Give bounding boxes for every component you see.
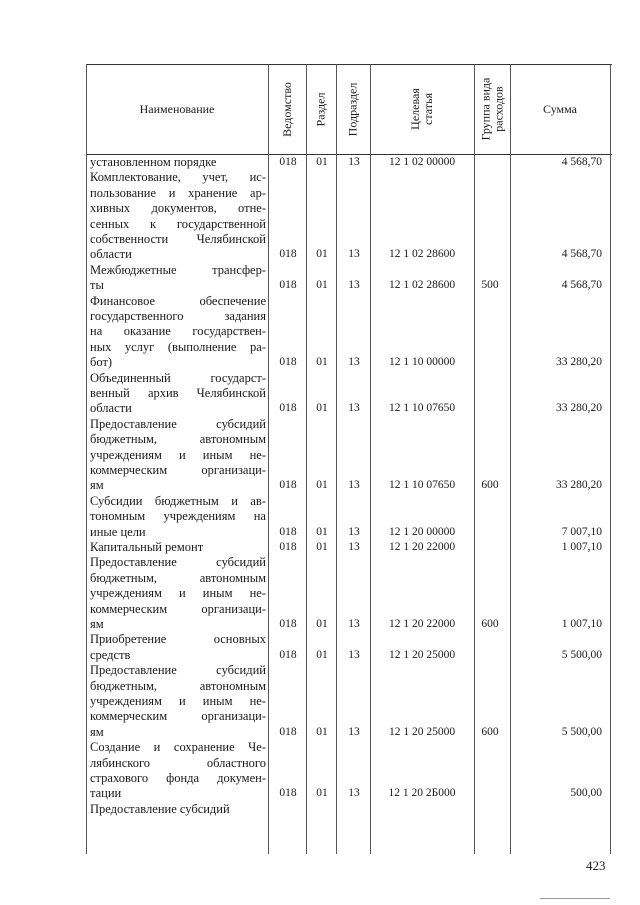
row-celevaya: 12 1 20 25000 [388,648,456,661]
row-name-line: средств [90,647,131,662]
row-name-line: собственности Челябинской [90,232,266,247]
header-vedomstvo-text: Ведомство [279,81,294,137]
row-name-line: тономным учреждениям на [90,509,266,524]
row-name-line: ям [90,478,104,493]
header-celevaya-line2: статья [420,93,435,125]
row-celevaya: 12 1 02 28600 [388,279,456,292]
row-name [90,155,266,170]
row-summa: 4 568,70 [561,279,602,292]
row-name-line: коммерческим организаци- [90,709,266,724]
page-number: 423 [586,858,606,873]
row-name [90,663,266,740]
row-podrazdel: 13 [348,525,360,538]
table-row [0,555,640,632]
row-vedomstvo: 018 [279,525,297,538]
row-razdel: 01 [316,248,328,261]
row-name [90,263,266,294]
table-row [0,663,640,740]
row-summa: 1 007,10 [561,541,602,553]
row-name-line: на оказание государствен- [90,324,266,339]
row-name-line: Объединенный государст- [90,370,266,385]
row-name-line: области [90,401,132,416]
row-podrazdel: 13 [348,356,360,369]
row-podrazdel: 13 [348,648,360,661]
row-name-line: Субсидии бюджетным и ав- [90,493,266,508]
table-row [0,540,640,555]
row-name-line: ты [90,278,104,293]
row-vedomstvo: 018 [279,402,297,415]
row-name-line: Капитальный ремонт [90,540,204,554]
table-row [0,802,640,817]
table-row [0,155,640,170]
row-summa: 1 007,10 [561,617,602,630]
row-summa: 33 280,20 [556,356,602,369]
row-summa: 4 568,70 [561,248,602,261]
row-podrazdel: 13 [348,279,360,292]
row-name-line: хивных документов, отне- [90,201,266,216]
row-summa: 33 280,20 [556,479,602,492]
header-gruppa [474,64,510,154]
row-vedomstvo: 018 [279,648,297,661]
row-razdel: 01 [316,156,328,168]
row-name-line: иные цели [90,524,146,539]
row-name-line: страхового фонда докумен- [90,771,266,785]
row-name [90,802,266,817]
row-podrazdel: 13 [348,725,360,738]
row-name-line: бот) [90,355,113,370]
header-vedomstvo [268,64,306,154]
header-name-text: Наименование [139,101,215,116]
row-name-line: бюджетным, автономным [90,570,266,585]
row-name-line: Финансовое обеспечение [90,293,266,308]
table-row [0,632,640,663]
row-gruppa: 600 [481,617,499,630]
row-name-line: лябинского областного [90,755,266,770]
row-name-line: коммерческим организаци- [90,601,266,616]
header-gruppa-line1: Группа вида [478,77,492,141]
row-name [90,540,266,555]
row-name-line: сенных к государственной [90,216,266,231]
row-vedomstvo: 018 [279,248,297,261]
row-podrazdel: 13 [348,617,360,630]
header-summa [510,64,610,154]
row-name [90,417,266,494]
row-vedomstvo: 018 [279,787,297,800]
row-vedomstvo: 018 [279,541,297,553]
row-vedomstvo: 018 [279,725,297,738]
header-name [86,64,268,154]
footer-mark [540,898,610,899]
header-razdel [306,64,336,154]
row-razdel: 01 [316,279,328,292]
row-name-line: области [90,247,132,262]
row-razdel: 01 [316,725,328,738]
row-razdel: 01 [316,525,328,538]
row-summa: 5 500,00 [561,648,602,661]
row-gruppa: 600 [481,479,499,492]
row-celevaya: 12 1 20 00000 [388,525,456,538]
row-celevaya: 12 1 10 07650 [388,402,456,415]
row-celevaya: 12 1 20 22000 [388,541,456,553]
row-name-line: тации [90,786,122,801]
row-name-line: ям [90,724,104,739]
row-name-line: ных услуг (выполнение ра- [90,339,266,354]
table-row [0,740,640,802]
row-name-line: Межбюджетные трансфер- [90,262,266,277]
row-podrazdel: 13 [348,541,360,553]
row-razdel: 01 [316,479,328,492]
row-razdel: 01 [316,787,328,800]
row-gruppa: 600 [481,725,499,738]
row-celevaya: 12 1 10 00000 [388,356,456,369]
row-name [90,494,266,540]
row-podrazdel: 13 [348,248,360,261]
row-name-line: бюджетным, автономным [90,432,266,447]
row-celevaya: 12 1 02 00000 [388,156,456,168]
row-name-line: Предоставление субсидий [90,555,266,570]
row-vedomstvo: 018 [279,156,297,168]
header-razdel-text: Раздел [313,92,328,126]
header-podrazdel [336,64,370,154]
row-name [90,371,266,417]
row-name [90,632,266,663]
row-name-line: бюджетным, автономным [90,678,266,693]
row-gruppa: 500 [481,279,499,292]
row-name-line: Предоставление субсидий [90,416,266,431]
row-vedomstvo: 018 [279,356,297,369]
header-celevaya-line1: Целевая [407,88,422,130]
table-row [0,294,640,371]
row-name-line: венный архив Челябинской [90,386,266,400]
row-name-line: Создание и сохранение Че- [90,740,266,755]
row-podrazdel: 13 [348,479,360,492]
header-gruppa-line2: расходов [491,86,505,132]
row-celevaya: 12 1 02 28600 [388,248,456,261]
row-name-line: учреждениям и иным не- [90,586,266,601]
header-podrazdel-text: Подраздел [345,82,360,136]
row-name [90,555,266,632]
row-razdel: 01 [316,617,328,630]
row-name-line: государственного задания [90,309,266,323]
row-name [90,170,266,262]
row-razdel: 01 [316,356,328,369]
row-name-line: установленном порядке [90,155,217,169]
row-celevaya: 12 1 20 22000 [388,617,456,630]
row-summa: 5 500,00 [561,725,602,738]
header-summa-text: Сумма [543,101,577,116]
row-summa: 33 280,20 [556,402,602,415]
row-name [90,294,266,371]
row-name [90,740,266,802]
row-celevaya: 12 1 20 25000 [388,725,456,738]
row-summa: 7 007,10 [561,525,602,538]
row-vedomstvo: 018 [279,279,297,292]
row-vedomstvo: 018 [279,617,297,630]
row-razdel: 01 [316,648,328,661]
row-podrazdel: 13 [348,156,360,168]
row-podrazdel: 13 [348,787,360,800]
row-razdel: 01 [316,402,328,415]
row-name-line: коммерческим организаци- [90,463,266,478]
table-row [0,263,640,294]
row-name-line: учреждениям и иным не- [90,447,266,462]
table-row [0,371,640,417]
row-celevaya: 12 1 20 2Б000 [388,787,456,800]
table-row [0,417,640,494]
header-gruppa-text [479,78,505,141]
row-razdel: 01 [316,541,328,553]
row-name-line: Комплектование, учет, ис- [90,170,266,185]
row-summa: 4 568,70 [561,156,602,168]
table-row [0,170,640,262]
row-name-line: ям [90,617,104,632]
row-name-line: пользование и хранение ар- [90,185,266,200]
row-name-line: Предоставление субсидий [90,801,230,816]
row-summa: 500,00 [570,787,602,800]
row-celevaya: 12 1 10 07650 [388,479,456,492]
row-name-line: Приобретение основных [90,632,266,647]
row-vedomstvo: 018 [279,479,297,492]
row-name-line: Предоставление субсидий [90,663,266,678]
row-name-line: учреждениям и иным не- [90,694,266,708]
header-celevaya-text [409,88,435,130]
table-row [0,494,640,540]
header-celevaya [370,64,474,154]
row-podrazdel: 13 [348,402,360,415]
